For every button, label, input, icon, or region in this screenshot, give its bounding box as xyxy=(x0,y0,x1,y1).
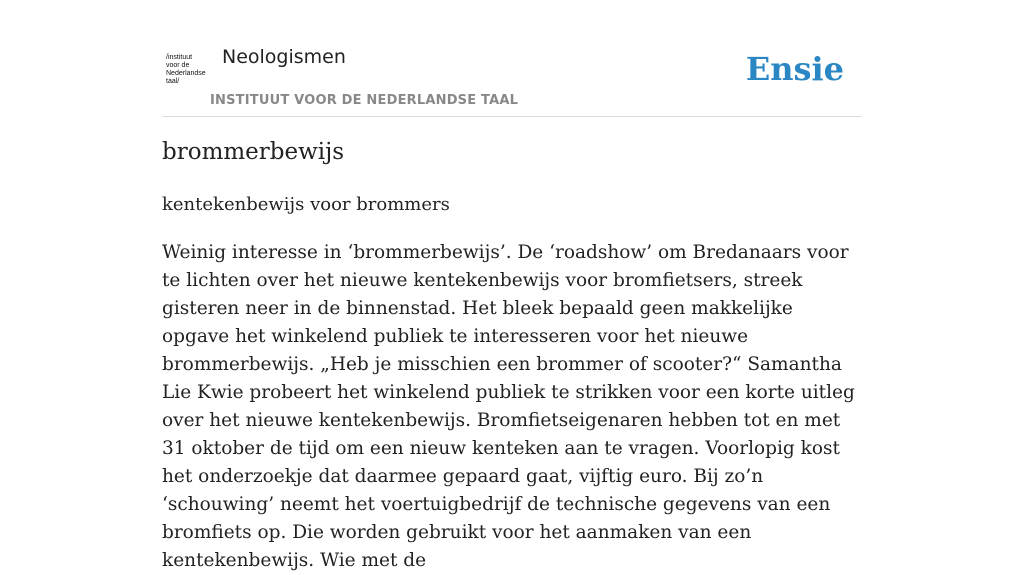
institute-logo[interactable]: /instituut voor de Nederlandse taal/ xyxy=(166,54,206,85)
site-header xyxy=(162,40,862,117)
institute-subtitle: INSTITUUT VOOR DE NEDERLANDSE TAAL xyxy=(210,93,519,108)
ensie-brand-link[interactable]: Ensie xyxy=(745,50,844,88)
entry-definition: kentekenbewijs voor brommers xyxy=(162,194,450,215)
site-title-link[interactable]: Neologismen xyxy=(222,46,346,68)
entry-example-text: Weinig interesse in ‘brommerbewijs’. De ‘roadshow’ om Bredanaars voor te lichten over het nieuwe kentekenbewijs voor bromfietsers, streek gisteren neer in de binnenstad. Het bleek bepaald geen makkelijke opgave het winkelend publiek te interesseren voor het nieuwe brommerbewijs. „Heb je misschien een brommer of scooter?“ Samantha Lie Kwie probeert het winkelend publiek te strikken voor een korte uitleg over het nieuwe kentekenbewijs. Bromfietseigenaren hebben tot en met 31 oktober de tijd om een nieuw kenteken aan te vragen. Voorlopig kost het onderzoekje dat daarmee gepaard gaat, vijftig euro. Bij zo’n ‘schouwing’ neemt het voertuigbedrijf de technische gegevens van een bromfiets op. Die worden gebruikt voor het aanmaken van een kentekenbewijs. Wie met de xyxy=(162,242,855,571)
entry-word: brommerbewijs xyxy=(162,139,345,165)
